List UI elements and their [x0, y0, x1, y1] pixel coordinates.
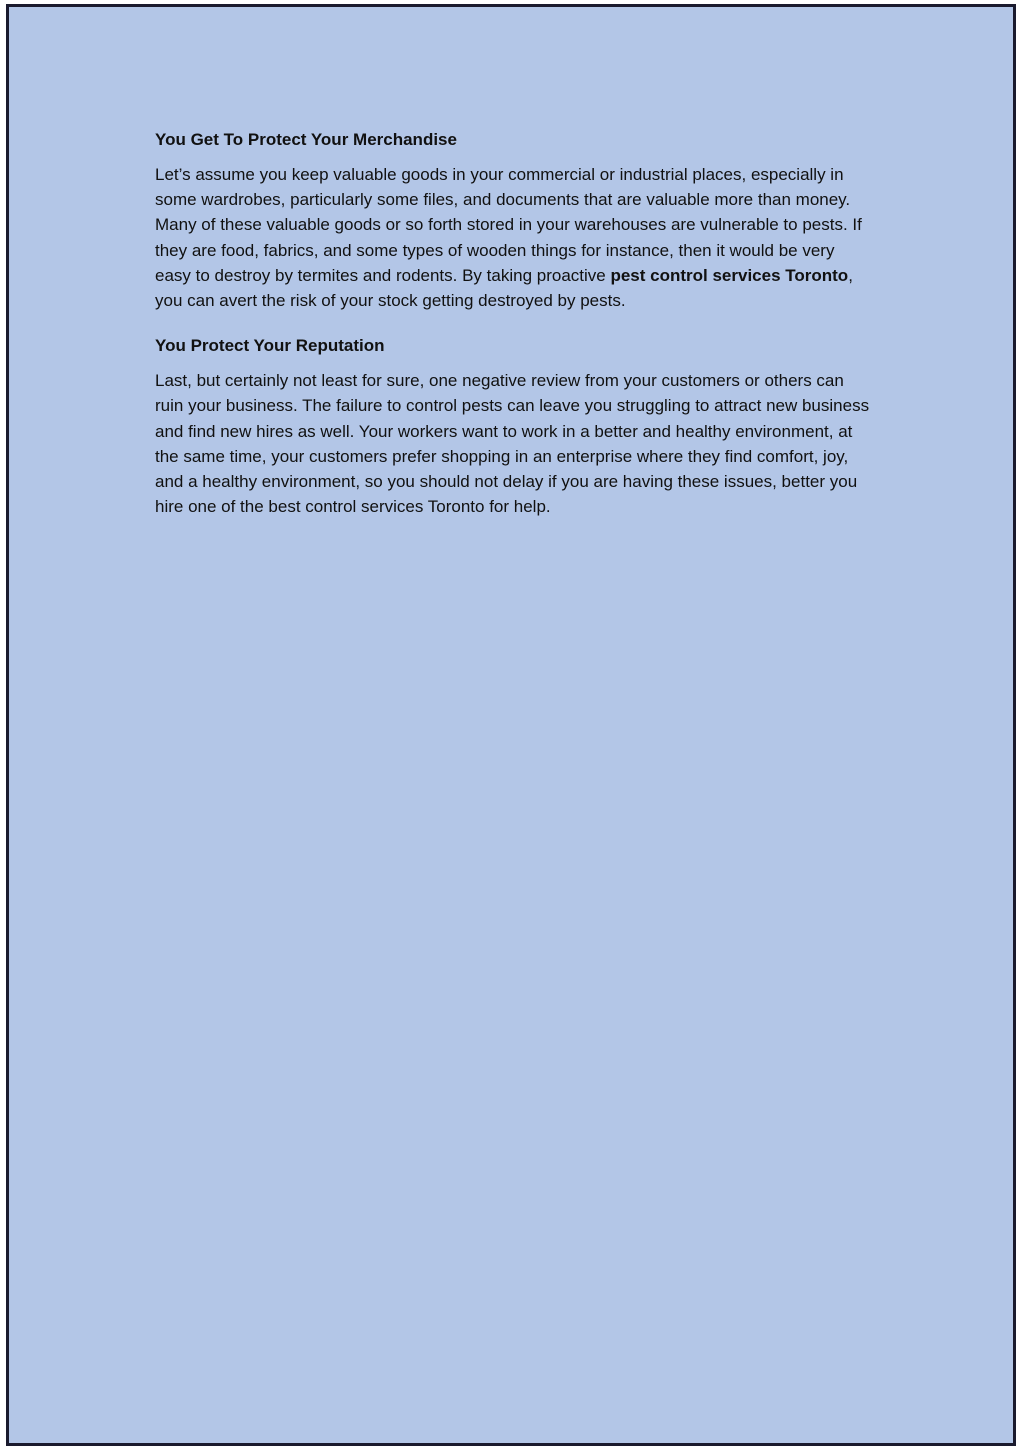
- section-heading-merchandise: You Get To Protect Your Merchandise: [155, 130, 457, 149]
- section-heading-reputation: You Protect Your Reputation: [155, 336, 385, 356]
- paragraph-text: , you can avert the risk of your stock getting destroyed by pests.: [155, 265, 853, 311]
- document-content: [155, 127, 875, 539]
- section-paragraph-merchandise: [155, 162, 875, 313]
- section-paragraph-reputation: Last, but certainly not least for sure, one negative review from your customers or others can ruin your business. The failure to control pests can leave you struggling to attract new business and find new hires as well. Your workers want to work in a better and healthy environment, at the same time, your customers prefer shopping in an enterprise where they find comfort, joy, and a healthy environment, so you should not delay if you are having these issues, better you hire one of the best control services Toronto for help.: [155, 371, 870, 517]
- keyword-link[interactable]: pest control services Toronto: [610, 265, 849, 285]
- paragraph-text: Let’s assume you keep valuable goods in your commercial or industrial places, especially in some wardrobes, particularly some files, and documents that are valuable more than money. Many of these valuable goods or so forth stored in your warehouses are vulnerable to pests. If they are food, fabrics, and some types of wooden things for instance, then it would be very easy to destroy by termites and rodents. By taking proactive: [155, 165, 862, 285]
- document-page: [6, 4, 1016, 1446]
